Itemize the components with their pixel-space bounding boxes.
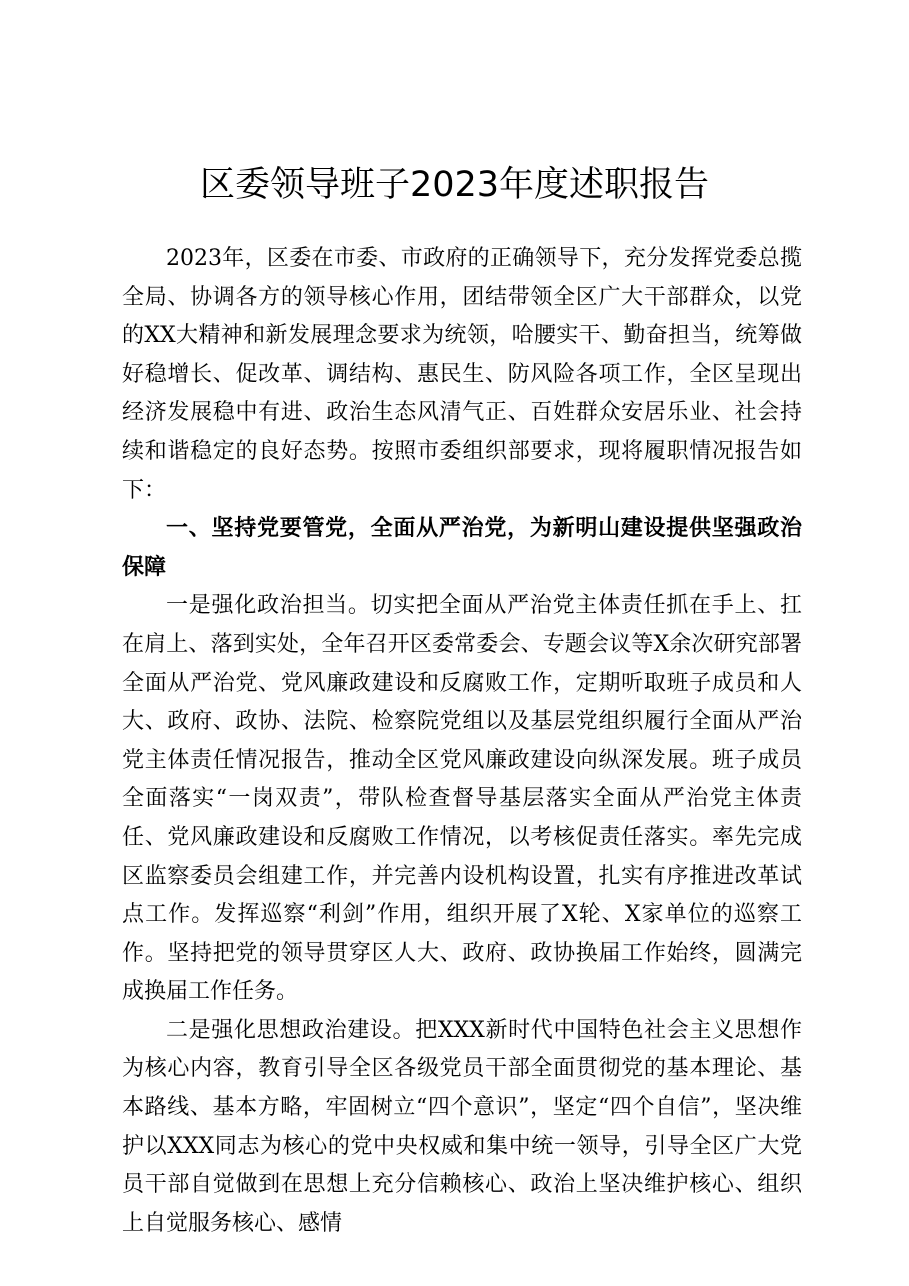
section-heading-1: 一、坚持党要管党，全面从严治党，为新明山建设提供坚强政治保障 — [122, 516, 802, 580]
section-1-paragraph-1: 一是强化政治担当。切实把全面从严治党主体责任抓在手上、扛在肩上、落到实处，全年召开区委常委会、专题会议等X余次研究部署全面从严治党、党风廉政建设和反腐败工作，定期听取班子成员和人大、政府、政协、法院、检察院党组以及基层党组织履行全面从严治党主体责任情况报告，推动全区党风廉政建设向纵深发展。班子成员全面落实“一岗双责”，带队检查督导基层落实全面从严治党主体责任、党风廉政建设和反腐败工作情况，以考核促责任落实。率先完成区监察委员会组建工作，并完善内设机构设置，扎实有序推进改革试点工作。发挥巡察“利剑”作用，组织开展了X轮、X家单位的巡察工作。坚持把党的领导贯穿区人大、政府、政协换届工作始终，圆满完成换届工作任务。 — [122, 593, 802, 1005]
section-1-paragraph-2: 二是强化思想政治建设。把XXX新时代中国特色社会主义思想作为核心内容，教育引导全区各级党员干部全面贯彻党的基本理论、基本路线、基本方略，牢固树立“四个意识”，坚定“四个自信”，坚决维护以XXX同志为核心的党中央权威和集中统一领导，引导全区广大党员干部自觉做到在思想上充分信赖核心、政治上坚决维护核心、组织上自觉服务核心、感情 — [122, 1017, 802, 1236]
document-title: 区委领导班子2023年度述职报告 — [199, 165, 710, 205]
intro-paragraph: 2023年，区委在市委、市政府的正确领导下，充分发挥党委总揽全局、协调各方的领导核心作用，团结带领全区广大干部群众，以党的XX大精神和新发展理念要求为统领，哈腰实干、勤奋担当，统筹做好稳增长、促改革、调结构、惠民生、防风险各项工作，全区呈现出经济发展稳中有进、政治生态风清气正、百姓群众安居乐业、社会持续和谐稳定的良好态势。按照市委组织部要求，现将履职情况报告如下： — [122, 246, 802, 503]
document-body — [122, 240, 802, 1243]
